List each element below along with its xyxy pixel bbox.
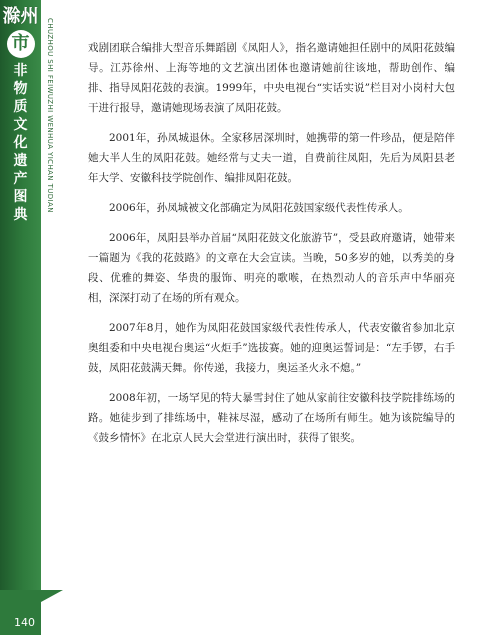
footer-wedge xyxy=(41,590,63,602)
book-title-char: 质 xyxy=(13,99,28,115)
book-title-char: 非 xyxy=(13,63,28,79)
paragraph: 2006年，凤阳县举办首届“凤阳花鼓文化旅游节”，受县政府邀请，她带来一篇题为《我的花鼓路》的文章在大会宣读。当晚，50多岁的她，以秀美的身段、优雅的舞姿、华贵的服饰、明亮的歌喉，在热烈动人的音乐声中华丽亮相，深深打动了在场的所有观众。 xyxy=(88,232,455,304)
book-title-char: 文 xyxy=(13,117,28,133)
book-title-pinyin: CHUZHOU SHI FEIWUZHI WENHUA YICHAN TUDIAN xyxy=(46,18,54,213)
paragraph: 戏剧团联合编排大型音乐舞蹈剧《凤阳人》，指名邀请她担任剧中的凤阳花鼓编导。江苏徐州、上海等地的文艺演出团体也邀请她前往该地，帮助创作、编排、指导凤阳花鼓的表演。1999年，中央电视台“实话实说”栏目对小岗村大包干进行报导，邀请她现场表演了凤阳花鼓。 xyxy=(88,42,455,114)
paragraph: 2007年8月，她作为凤阳花鼓国家级代表性传承人，代表安徽省参加北京奥组委和中央电视台奥运“火炬手”选拔赛。她的迎奥运誓词是：“左手锣，右手鼓，凤阳花鼓满天舞。你传递，我接力，奥运圣火永不熄。” xyxy=(88,322,455,374)
body-text xyxy=(88,38,455,458)
paragraph: 2001年，孙凤城退休。全家移居深圳时，她携带的第一件珍品，便是陪伴她大半人生的凤阳花鼓。她经常与丈夫一道，自费前往凤阳，先后为凤阳县老年大学、安徽科技学院创作、编排凤阳花鼓。 xyxy=(88,132,455,184)
book-title xyxy=(0,6,41,224)
book-title-char: 化 xyxy=(13,135,28,151)
book-title-char: 图 xyxy=(13,189,28,205)
page-number: 140 xyxy=(14,616,35,629)
paragraph: 2008年初，一场罕见的特大暴雪封住了她从家前往安徽科技学院排练场的路。她徒步到了排练场中，鞋袜尽湿，感动了在场所有师生。她为该院编导的《鼓乡情怀》在北京人民大会堂进行演出时，获得了银奖。 xyxy=(88,392,455,444)
book-title-char: 产 xyxy=(13,171,28,187)
book-title-city: 滁州 xyxy=(2,6,39,27)
paragraph: 2006年，孙凤城被文化部确定为凤阳花鼓国家级代表性传承人。 xyxy=(109,202,409,214)
book-title-char: 典 xyxy=(13,207,28,223)
sidebar-band xyxy=(0,0,41,590)
book-title-char: 遗 xyxy=(13,153,28,169)
book-title-shi-circle: 市 xyxy=(7,30,35,58)
book-title-char: 物 xyxy=(13,81,28,97)
